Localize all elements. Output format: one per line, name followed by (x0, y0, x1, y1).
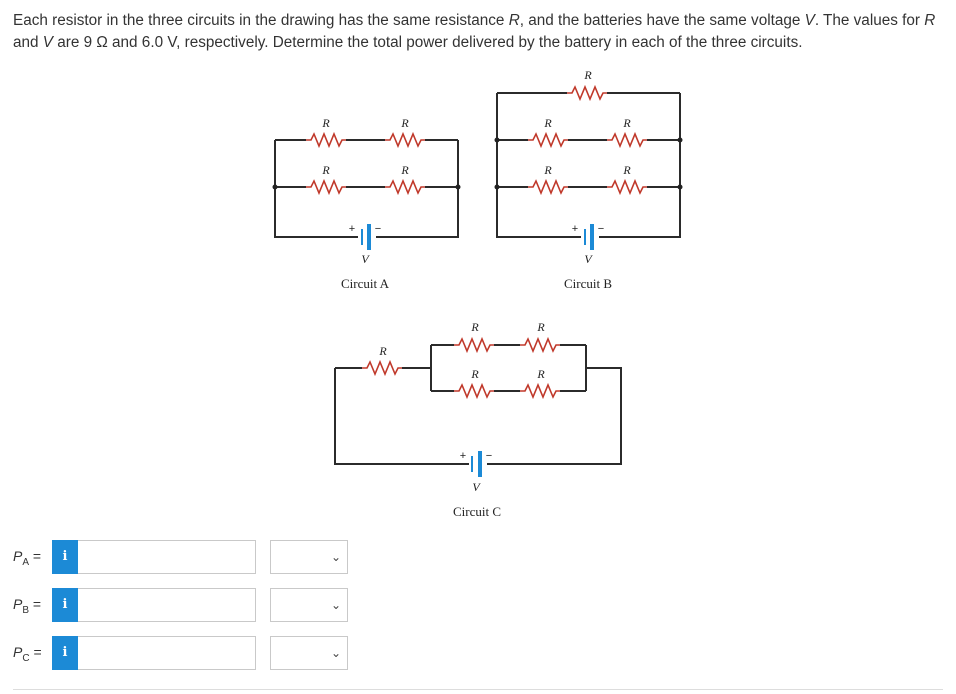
info-icon[interactable]: i (52, 588, 78, 622)
circuit-b (495, 68, 683, 291)
resistor-label: R (623, 116, 631, 130)
answer-row-pc (0, 636, 360, 670)
resistor-label: R (544, 116, 552, 130)
minus-sign: − (597, 223, 605, 235)
resistor (607, 134, 647, 146)
circuit-b-label: Circuit B (563, 276, 613, 291)
answer-row-pa (0, 540, 360, 574)
resistor-label: R (322, 116, 330, 130)
resistor-label: R (584, 68, 592, 82)
pa-value-input[interactable] (78, 540, 256, 574)
pb-unit-select[interactable] (270, 588, 348, 622)
junction-node (456, 185, 461, 190)
chevron-down-icon: ⌄ (330, 598, 341, 612)
junction-node (678, 185, 683, 190)
resistor (528, 181, 568, 193)
resistor (528, 134, 568, 146)
resistor-label: R (401, 116, 409, 130)
answer-label-pb: $P_B$ = (13, 596, 42, 616)
pc-unit-select[interactable] (270, 636, 348, 670)
circuit-a (273, 116, 461, 291)
resistor (306, 181, 346, 193)
resistor (306, 134, 346, 146)
minus-sign: − (374, 223, 382, 235)
resistor-label: R (537, 320, 545, 334)
resistor (385, 134, 425, 146)
question-text: Each resistor in the three circuits in the drawing has the same resistance R, and the batteries have the same voltage V. The values for R and V are 9 Ω and 6.0 V, respectively. Determine the total power delivered by the battery in each of the three circuits. (13, 12, 936, 51)
battery-label: V (472, 480, 480, 494)
plus-sign: + (459, 450, 467, 462)
circuit-c (335, 320, 621, 519)
battery (362, 224, 369, 250)
battery (472, 451, 480, 477)
junction-node (678, 138, 683, 143)
pc-value-input[interactable] (78, 636, 256, 670)
answer-label-pc: $P_C$ = (13, 644, 42, 664)
resistor (385, 181, 425, 193)
resistor (520, 339, 560, 351)
junction-node (495, 138, 500, 143)
resistor-label: R (322, 163, 330, 177)
chevron-down-icon: ⌄ (330, 646, 341, 660)
minus-sign: − (485, 450, 493, 462)
junction-node (495, 185, 500, 190)
plus-sign: + (571, 223, 579, 235)
junction-node (273, 185, 278, 190)
resistor-label: R (379, 344, 387, 358)
info-icon[interactable]: i (52, 540, 78, 574)
resistor (567, 87, 607, 99)
info-icon[interactable]: i (52, 636, 78, 670)
pb-value-input[interactable] (78, 588, 256, 622)
resistor-label: R (623, 163, 631, 177)
resistor (607, 181, 647, 193)
pa-unit-select[interactable] (270, 540, 348, 574)
resistor-label: R (471, 367, 479, 381)
battery-label: V (361, 252, 369, 266)
resistor (520, 385, 560, 397)
resistor-label: R (537, 367, 545, 381)
resistor (454, 385, 494, 397)
battery-label: V (584, 252, 592, 266)
circuit-c-label: Circuit C (452, 504, 502, 519)
resistor (362, 362, 402, 374)
resistor (454, 339, 494, 351)
answer-row-pb (0, 588, 360, 622)
plus-sign: + (348, 223, 356, 235)
resistor-label: R (401, 163, 409, 177)
resistor-label: R (471, 320, 479, 334)
divider (13, 689, 943, 690)
battery (585, 224, 592, 250)
resistor-label: R (544, 163, 552, 177)
circuit-a-label: Circuit A (340, 276, 390, 291)
answer-label-pa: $P_A$ = (13, 548, 42, 568)
chevron-down-icon: ⌄ (330, 550, 341, 564)
